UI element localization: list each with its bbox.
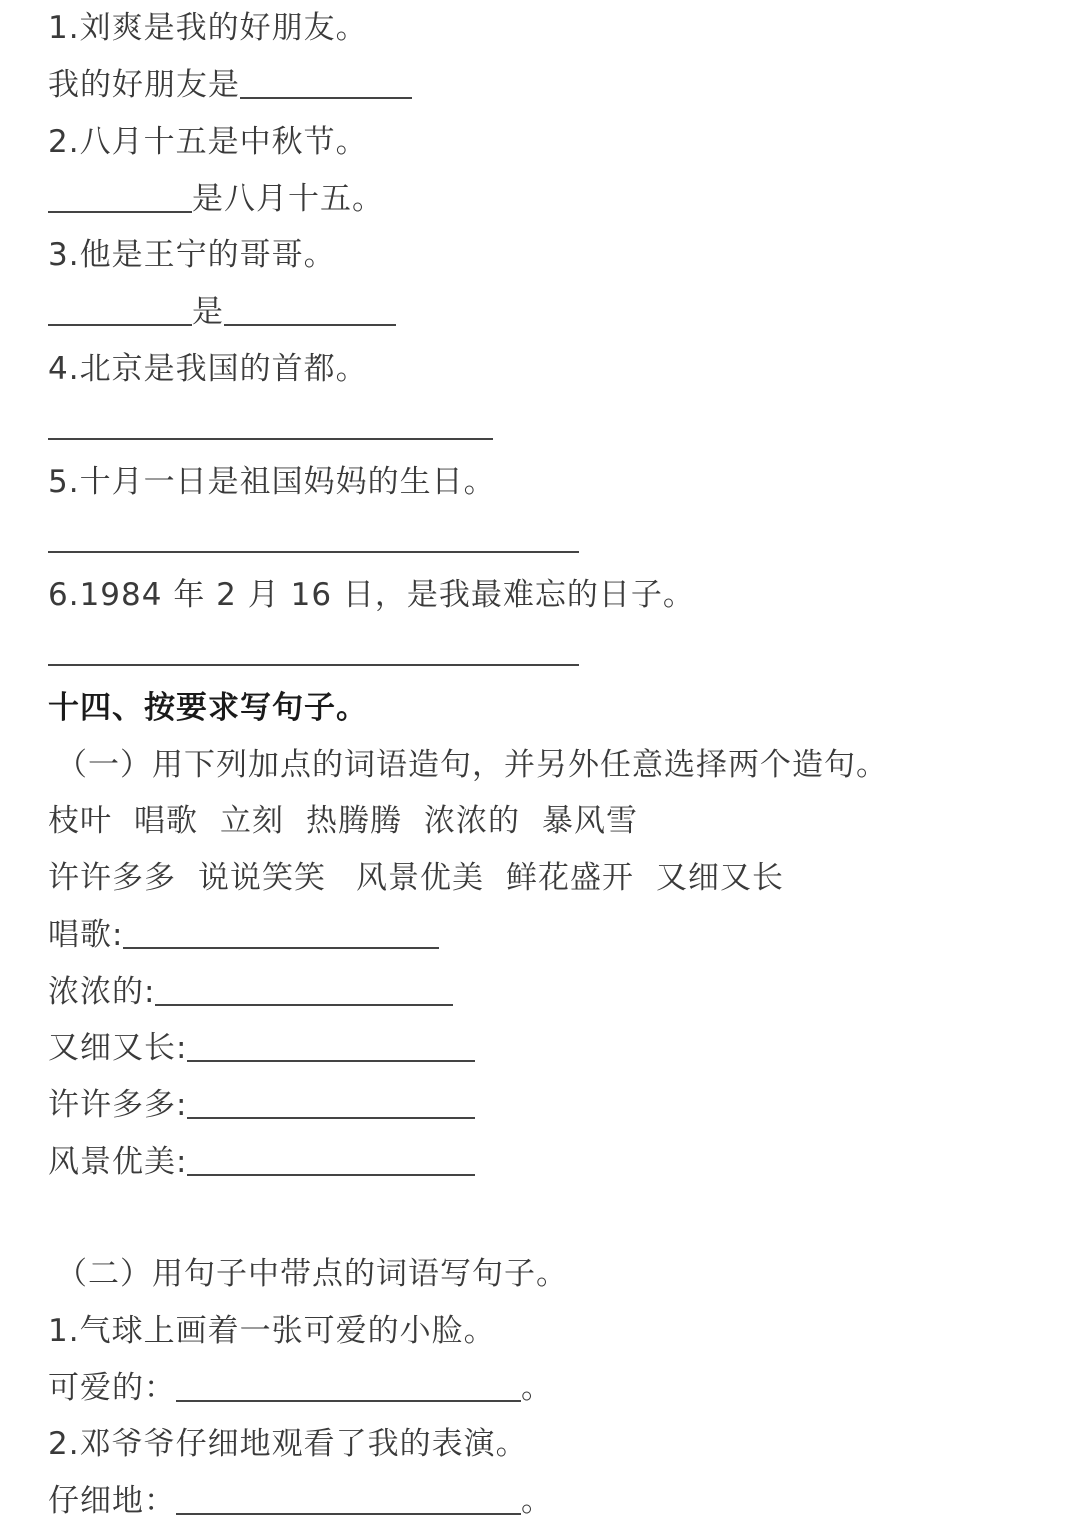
fill-label: 浓浓的: [48, 974, 156, 1010]
answer-prefix: 可爱的： [48, 1370, 176, 1406]
answer-blank[interactable] [224, 294, 396, 326]
subsection-1-title: （一）用下列加点的词语造句，并另外任意选择两个造句。 [56, 747, 888, 783]
answer-blank[interactable] [48, 521, 579, 553]
answer-blank[interactable] [155, 974, 453, 1006]
fill-label: 风景优美: [48, 1144, 188, 1180]
fill-label: 唱歌: [48, 917, 124, 953]
word: 鲜花盛开 [506, 860, 634, 896]
fill-line-1 [48, 913, 439, 957]
answer-suffix: 是八月十五。 [192, 181, 384, 217]
answer-middle: 是 [192, 294, 224, 330]
fill-label: 又细又长: [48, 1030, 188, 1066]
answer-blank[interactable] [187, 1030, 475, 1062]
word: 风景优美 [356, 860, 484, 896]
answer-line-2 [48, 177, 384, 221]
section-heading: 十四、按要求写句子。 [48, 690, 368, 726]
word: 热腾腾 [306, 803, 402, 839]
sentence-answer-2 [48, 1479, 553, 1523]
word: 许许多多 [48, 860, 176, 896]
answer-line-5 [48, 517, 579, 561]
fill-label: 许许多多: [48, 1087, 188, 1123]
question-5: 5.十月一日是祖国妈妈的生日。 [48, 464, 496, 500]
sentence-2: 2.邓爷爷仔细地观看了我的表演。 [48, 1426, 528, 1462]
answer-line-3 [48, 290, 396, 334]
word-row-1 [48, 799, 638, 843]
sentence-1: 1.气球上画着一张可爱的小脸。 [48, 1313, 496, 1349]
answer-blank[interactable] [187, 1087, 475, 1119]
fill-line-5 [48, 1140, 475, 1184]
period: 。 [521, 1483, 553, 1519]
question-3: 3.他是王宁的哥哥。 [48, 237, 336, 273]
answer-line-6 [48, 630, 579, 674]
answer-blank[interactable] [176, 1370, 521, 1402]
word: 枝叶 [48, 803, 112, 839]
word: 暴风雪 [542, 803, 638, 839]
answer-blank[interactable] [240, 67, 412, 99]
word: 又细又长 [656, 860, 784, 896]
answer-blank[interactable] [187, 1144, 475, 1176]
word-row-2 [48, 856, 784, 900]
period: 。 [521, 1370, 553, 1406]
answer-prefix: 我的好朋友是 [48, 67, 240, 103]
answer-line-1 [48, 63, 412, 107]
answer-blank[interactable] [176, 1483, 521, 1515]
answer-blank[interactable] [48, 181, 192, 213]
word: 说说笑笑 [198, 860, 326, 896]
fill-line-2 [48, 970, 453, 1014]
question-6: 6.1984 年 2 月 16 日，是我最难忘的日子。 [48, 577, 695, 613]
word: 立刻 [220, 803, 284, 839]
fill-line-4 [48, 1083, 475, 1127]
fill-line-3 [48, 1026, 475, 1070]
question-4: 4.北京是我国的首都。 [48, 351, 368, 387]
answer-blank[interactable] [123, 917, 439, 949]
answer-blank[interactable] [48, 408, 493, 440]
word: 浓浓的 [424, 803, 520, 839]
answer-prefix: 仔细地： [48, 1483, 176, 1519]
subsection-2-title: （二）用句子中带点的词语写句子。 [56, 1256, 568, 1292]
question-2: 2.八月十五是中秋节。 [48, 124, 368, 160]
answer-blank[interactable] [48, 634, 579, 666]
answer-blank[interactable] [48, 294, 192, 326]
question-1: 1.刘爽是我的好朋友。 [48, 10, 368, 46]
sentence-answer-1 [48, 1366, 553, 1410]
answer-line-4 [48, 404, 493, 448]
word: 唱歌 [134, 803, 198, 839]
